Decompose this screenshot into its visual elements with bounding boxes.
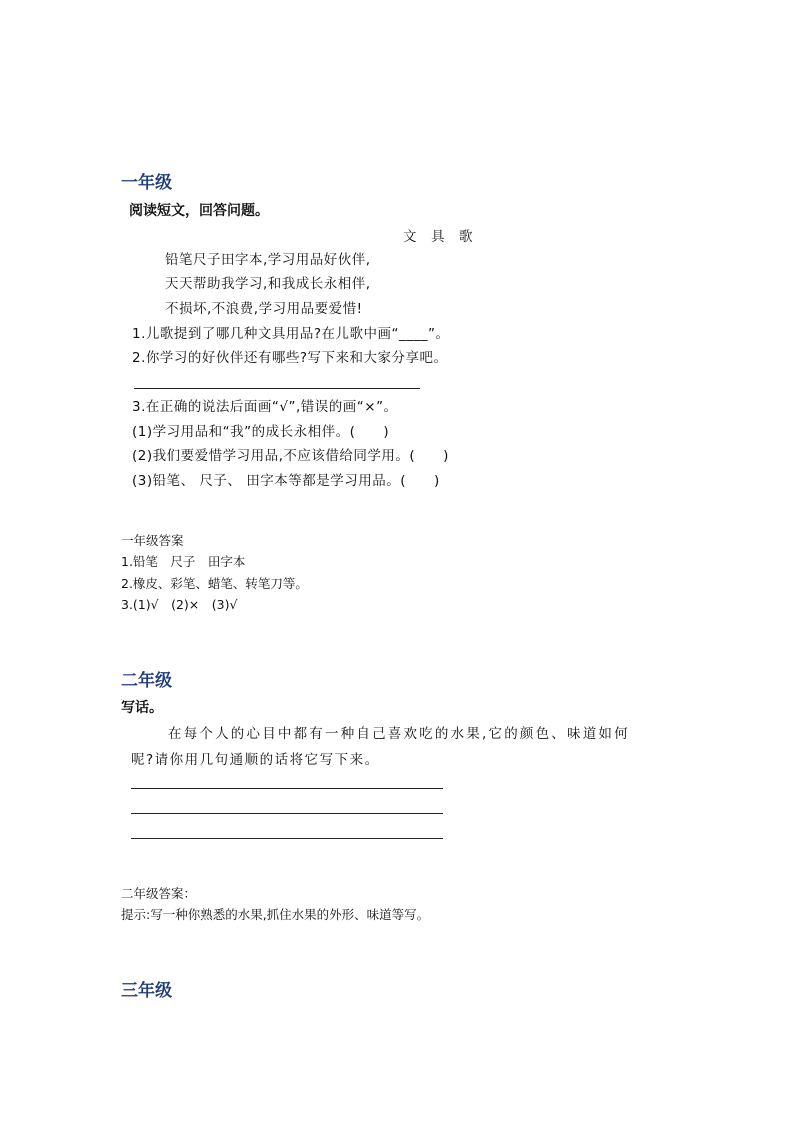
grade1-instruction: 阅读短文，回答问题。 [129,203,269,219]
poem-line: 不损坏,不浪费,学习用品要爱惜! [165,301,363,317]
grade1-answer: 2.橡皮、彩笔、蜡笔、转笔刀等。 [121,576,308,591]
question-3-item: (2)我们要爱惜学习用品,不应该借给同学用。( ) [132,448,449,464]
writing-line[interactable] [131,813,443,814]
grade3-heading: 三年级 [121,981,172,1001]
poem-title: 文 具 歌 [403,229,473,245]
grade1-heading: 一年级 [121,173,172,193]
poem-line: 铅笔尺子田字本,学习用品好伙伴, [165,252,371,268]
grade1-answer-title: 一年级答案 [121,533,184,548]
grade1-answer: 1.铅笔 尺子 田字本 [121,554,246,569]
grade2-prompt-line: 在每个人的心目中都有一种自己喜欢吃的水果,它的颜色、味道如何 [168,726,630,742]
grade2-prompt-line: 呢?请你用几句通顺的话将它写下来。 [131,752,380,768]
poem-line: 天天帮助我学习,和我成长永相伴, [165,276,371,292]
writing-line[interactable] [131,788,443,789]
question-3-item: (3)铅笔、 尺子、 田字本等都是学习用品。( ) [132,473,440,489]
grade2-answer-title: 二年级答案： [121,886,197,901]
question-3: 3.在正确的说法后面画“√”,错误的画“×”。 [132,399,398,415]
writing-line[interactable] [131,838,443,839]
question-3-item: (1)学习用品和“我”的成长永相伴。( ) [132,424,390,440]
grade2-heading: 二年级 [121,671,172,691]
grade2-instruction: 写话。 [121,700,163,716]
question-2: 2.你学习的好伙伴还有哪些?写下来和大家分享吧。 [132,350,448,366]
grade1-answer: 3.(1)√ (2)× (3)√ [121,597,238,612]
answer-line[interactable] [134,388,420,389]
question-1: 1.儿歌提到了哪几种文具用品?在儿歌中画“____”。 [132,326,450,342]
grade2-answer: 提示:写一种你熟悉的水果,抓住水果的外形、味道等写。 [121,907,430,922]
